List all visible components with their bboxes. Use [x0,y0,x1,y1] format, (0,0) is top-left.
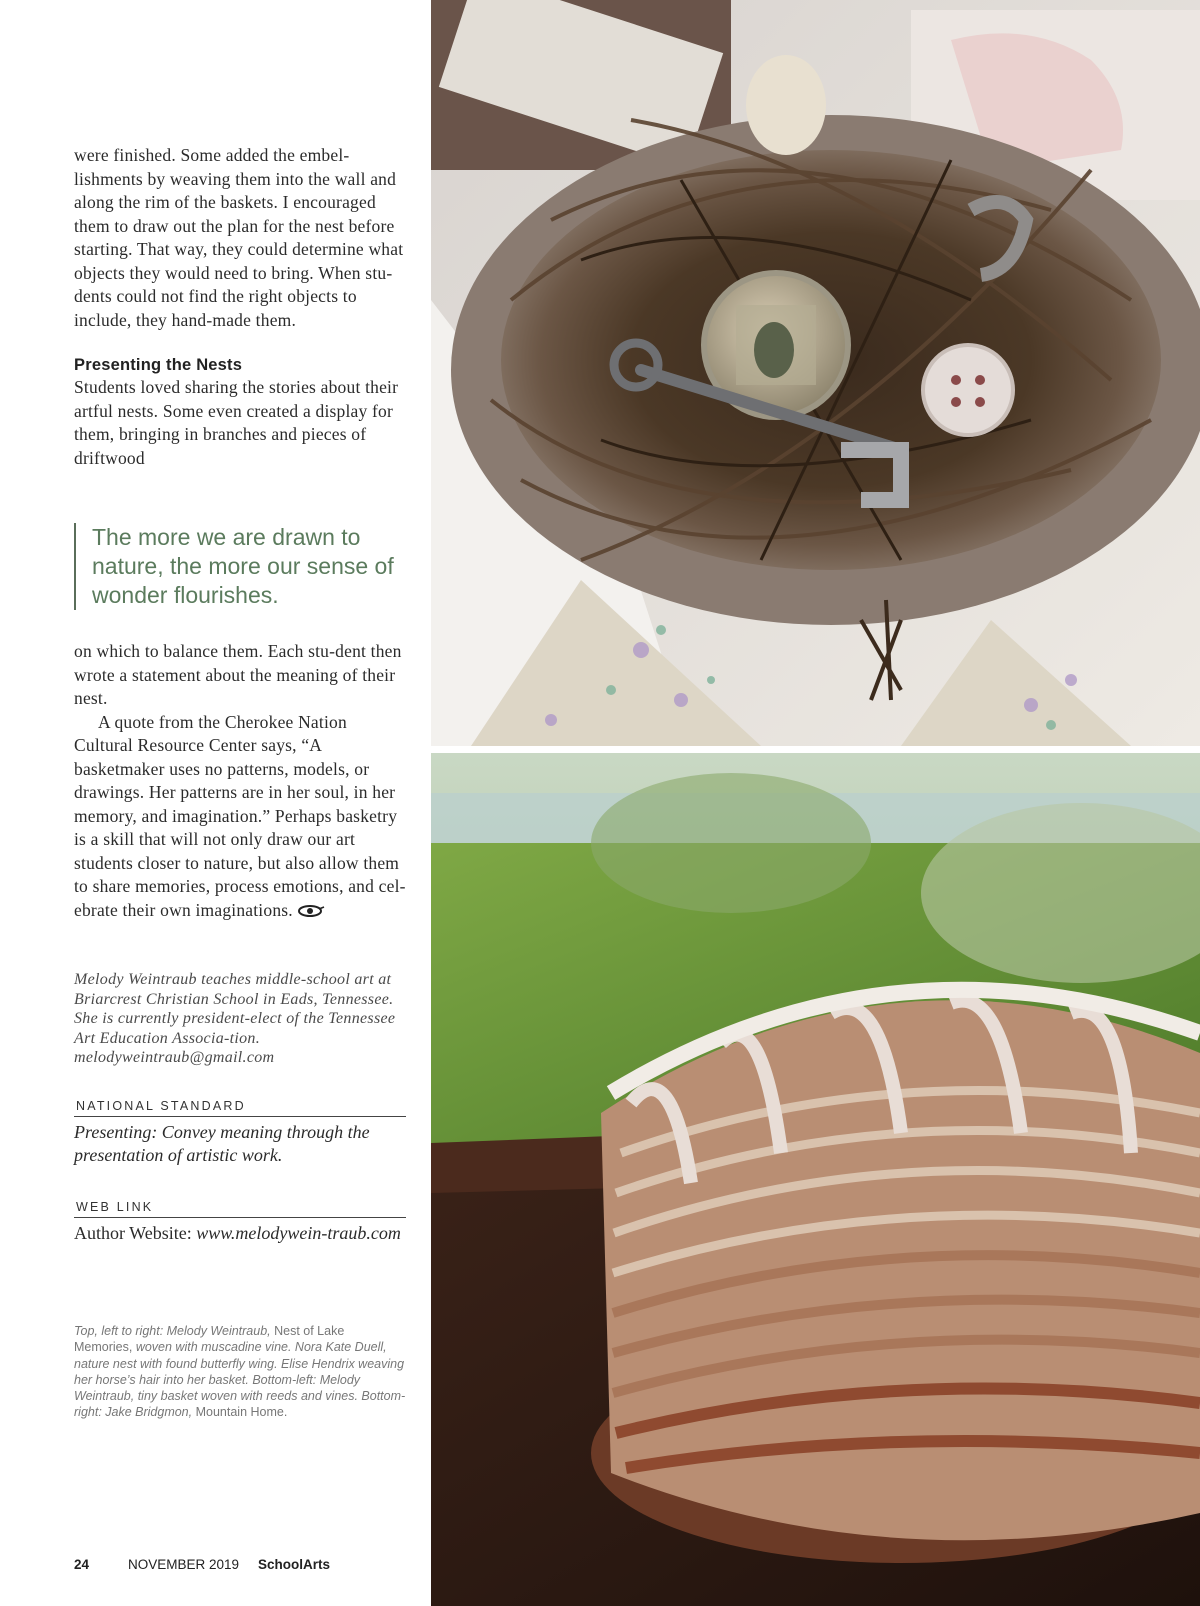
article-column-top [74,144,406,470]
nest-photo-image [431,0,1200,746]
nest-photo [431,0,1200,746]
basket [591,990,1200,1563]
article-paragraph: were finished. Some added the embel-lishments by weaving them into the wall and along the rim of the baskets. I encouraged them to draw out the plan for the nest before starting. That way, they could determine what objects they would need to bring. When stu-dents could not find the right objects to include, they hand-made them. [74,145,404,330]
web-link-prefix: Author Website: [74,1223,197,1243]
web-link-text [74,1222,406,1245]
section-heading: Presenting the Nests [74,356,243,374]
author-website-link[interactable]: www.melodywein-traub.com [196,1223,401,1243]
national-standard-box [74,1099,406,1167]
basket-photo [431,753,1200,1606]
photo-caption [74,1323,406,1421]
article-column-bottom [74,640,406,922]
page-footer [74,1557,330,1572]
author-bio: Melody Weintraub teaches middle-school art at Briarcrest Christian School in Eads, Tennessee. She is currently president-elect of the Tennessee Art Education Associa-tion. melodyweintraub@gmail.com [74,971,396,1066]
national-standard-label: NATIONAL STANDARD [74,1099,406,1117]
eye-icon [297,904,325,918]
article-paragraph-text: A quote from the Cherokee Nation Cultural Resource Center says, “A basketmaker uses no patterns, models, or drawings. Her patterns are in her soul, in her memory, and imagination.” Perhaps basketry is a skill that will not only draw our art students closer to nature, but also allow them to share memories, process emotions, and cel-ebrate their own imaginations. [74,711,406,920]
issue-date: NOVEMBER 2019 [128,1557,240,1572]
article-paragraph: Students loved sharing the stories about their artful nests. Some even created a display for them, bringing in branches and pieces of driftwood [74,377,399,468]
national-standard-text: Presenting: Convey meaning through the presentation of artistic work. [74,1122,370,1165]
pull-quote: The more we are drawn to nature, the more our sense of wonder flourishes. [74,523,432,610]
magazine-name: SchoolArts [258,1557,331,1572]
caption-artwork-title: Mountain Home. [195,1405,288,1420]
caption-text: woven with muscadine vine. Nora Kate Duell, nature nest with found butterfly wing. Elise Hendrix weaving her horse’s hair into her basket. Bottom-left: Melody Weintraub, tiny basket woven with reeds and vines. Bottom-right: Jake Bridgmon, [74,1340,406,1420]
caption-text: Top, left to right: Melody Weintraub, [74,1324,275,1338]
web-link-box [74,1200,406,1245]
page-number: 24 [74,1557,90,1572]
article-paragraph [74,711,406,923]
caption-artwork-title: Nest of Lake Memories, [74,1324,345,1355]
web-link-label: WEB LINK [74,1200,406,1218]
article-paragraph: on which to balance them. Each stu-dent then wrote a statement about the meaning of their nest. [74,641,402,708]
basket-photo-image [431,753,1200,1606]
